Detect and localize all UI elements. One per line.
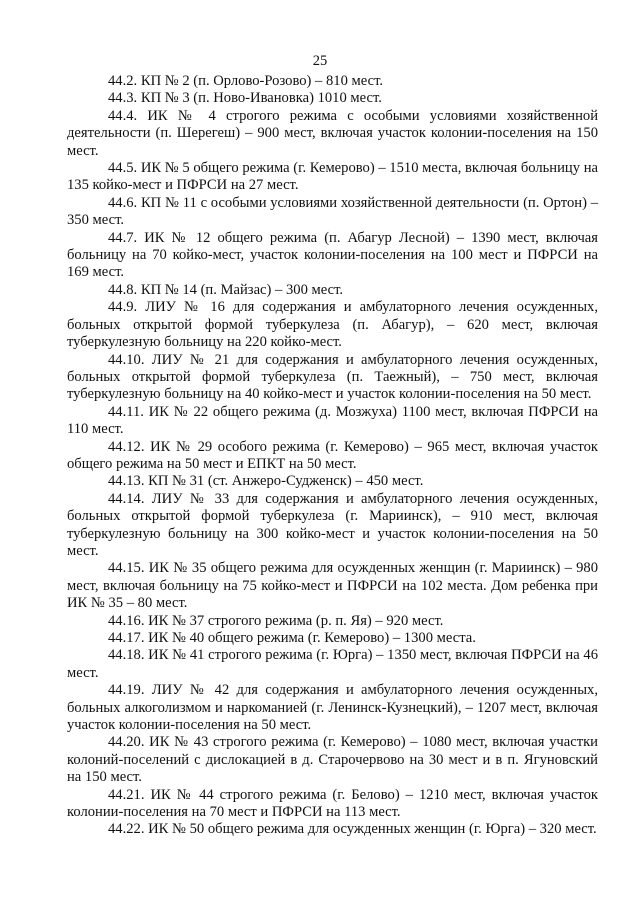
- list-item-paragraph: 44.2. КП № 2 (п. Орлово-Розово) – 810 мест.: [108, 73, 384, 89]
- page-number: 25: [312, 53, 328, 69]
- list-item-paragraph: 44.18. ИК № 41 строгого режима (г. Юрга) – 1350 мест, включая ПФРСИ на 46 мест.: [67, 647, 598, 681]
- list-item-paragraph: 44.15. ИК № 35 общего режима для осужденных женщин (г. Мариинск) – 980 мест, включая больницу на 75 койко-мест и ПФРСИ на 102 места. Дом ребенка при ИК № 35 – 80 мест.: [67, 560, 598, 612]
- list-item-paragraph: 44.8. КП № 14 (п. Майзас) – 300 мест.: [108, 281, 343, 298]
- document-body: [67, 73, 598, 839]
- list-item-paragraph: 44.4. ИК № 4 строгого режима с особыми условиями хозяйственной деятельности (п. Шерегеш) – 900 мест, включая участок колонии-поселения на 150 мест.: [67, 107, 598, 159]
- list-item-paragraph: 44.5. ИК № 5 общего режима (г. Кемерово) – 1510 места, включая больницу на 135 койко-мест и ПФРСИ на 27 мест.: [67, 160, 598, 194]
- list-item-paragraph: 44.16. ИК № 37 строгого режима (р. п. Яя) – 920 мест.: [108, 612, 444, 629]
- list-item-paragraph: 44.10. ЛИУ № 21 для содержания и амбулаторного лечения осужденных, больных открытой формой туберкулеза (п. Таежный), – 750 мест, включая туберкулезную больницу на 40 койко-мест и участок колонии-поселения на 50 мест.: [67, 351, 598, 403]
- list-item-paragraph: 44.7. ИК № 12 общего режима (п. Абагур Лесной) – 1390 мест, включая больницу на 70 койко-мест, участок колонии-поселения на 100 мест и ПФРСИ на 169 мест.: [67, 229, 598, 281]
- list-item-paragraph: 44.9. ЛИУ № 16 для содержания и амбулаторного лечения осужденных, больных открытой формой туберкулеза (п. Абагур), – 620 мест, включая туберкулезную больницу на 220 койко-мест.: [67, 299, 598, 351]
- list-item-paragraph: 44.3. КП № 3 (п. Ново-Ивановка) 1010 мест.: [108, 90, 382, 107]
- list-item-paragraph: 44.11. ИК № 22 общего режима (д. Мозжуха) 1100 мест, включая ПФРСИ на 110 мест.: [67, 403, 598, 438]
- list-item-paragraph: 44.19. ЛИУ № 42 для содержания и амбулаторного лечения осужденных, больных алкоголизмом и наркоманией (г. Ленинск-Кузнецкий), – 1207 мест, включая участок колонии-поселения на 50 мест.: [67, 682, 598, 734]
- list-item-paragraph: 44.17. ИК № 40 общего режима (г. Кемерово) – 1300 места.: [108, 630, 476, 646]
- list-item-paragraph: 44.21. ИК № 44 строгого режима (г. Белово) – 1210 мест, включая участок колонии-поселения на 70 мест и ПФРСИ на 113 мест.: [67, 786, 598, 821]
- list-item-paragraph: 44.12. ИК № 29 особого режима (г. Кемерово) – 965 мест, включая участок общего режима на 50 мест и ЕПКТ на 50 мест.: [67, 438, 598, 472]
- list-item-paragraph: 44.6. КП № 11 с особыми условиями хозяйственной деятельности (п. Ортон) – 350 мест.: [67, 194, 598, 229]
- list-item-paragraph: 44.22. ИК № 50 общего режима для осужденных женщин (г. Юрга) – 320 мест.: [108, 821, 597, 838]
- list-item-paragraph: 44.13. КП № 31 (ст. Анжеро-Судженск) – 450 мест.: [108, 473, 424, 490]
- list-item-paragraph: 44.20. ИК № 43 строгого режима (г. Кемерово) – 1080 мест, включая участки колоний-поселений с дислокацией в д. Старочервово на 30 мест и в п. Ягуновский на 150 мест.: [67, 734, 598, 786]
- list-item-paragraph: 44.14. ЛИУ № 33 для содержания и амбулаторного лечения осужденных, больных открытой формой туберкулеза (г. Мариинск), – 910 мест, включая туберкулезную больницу на 300 койко-мест и участок колонии-поселения на 50 мест.: [67, 490, 598, 559]
